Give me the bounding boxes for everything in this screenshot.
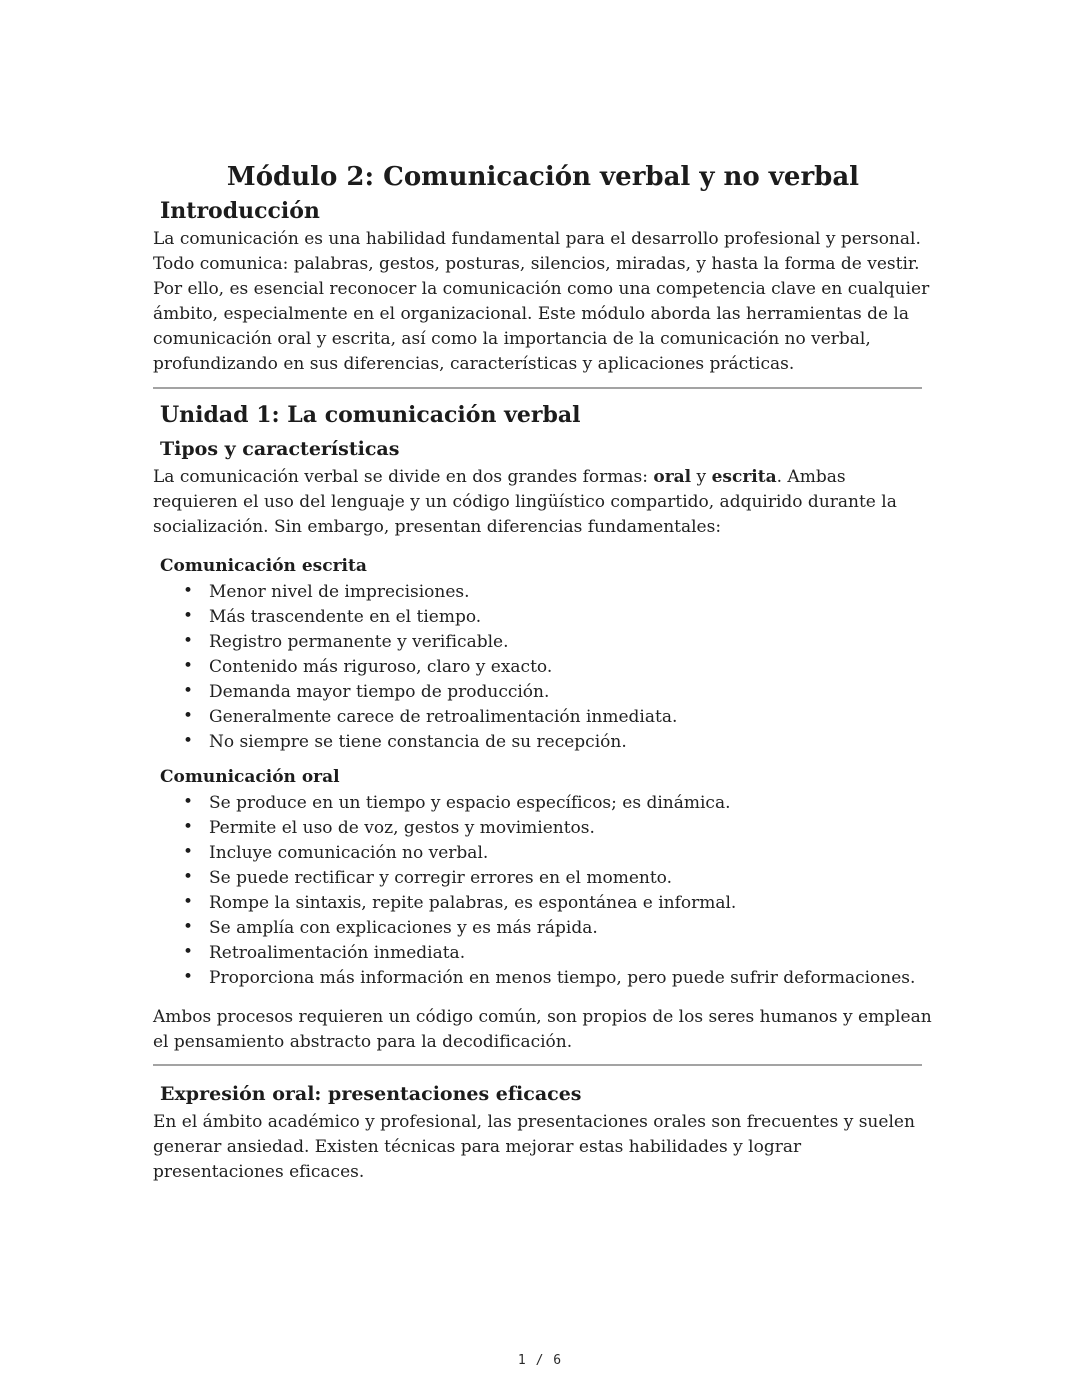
list-item — [153, 816, 933, 841]
intro-paragraph: La comunicación es una habilidad fundamental para el desarrollo profesional y personal. Todo comunica: palabras, gestos, posturas, silencios, miradas, y hasta la forma de vestir. Por ello, es esencial reconocer la comunicación como una competencia clave en cualquier ámbito, especialmente en el organizacional. Este módulo aborda las herramientas de la comunicación oral y escrita, así como la importancia de la comunicación no verbal, profundizando en sus diferencias, características y aplicaciones prácticas. — [153, 229, 930, 374]
heading-comunicacion-oral: Comunicación oral — [160, 767, 340, 787]
bullet-icon: • — [183, 867, 194, 887]
bullet-icon: • — [183, 606, 194, 626]
list-item — [153, 655, 933, 680]
document-title: Módulo 2: Comunicación verbal y no verbal — [226, 162, 860, 192]
list-item — [153, 866, 933, 891]
tipos-paragraph-post: . Ambas requieren el uso del lenguaje y un código lingüístico compartido, adquirido durante la socialización. Sin embargo, presentan diferencias fundamentales: — [153, 467, 897, 537]
bullet-icon: • — [183, 967, 194, 987]
list-item-text: Se puede rectificar y corregir errores en el momento. — [209, 868, 673, 888]
heading-introduccion: Introducción — [160, 198, 320, 224]
bullet-icon: • — [183, 681, 194, 701]
heading-tipos-caracteristicas: Tipos y características — [160, 438, 400, 460]
escrita-list — [153, 580, 933, 755]
tipos-paragraph-mid: y — [691, 467, 712, 487]
bullet-icon: • — [183, 917, 194, 937]
oral-list — [153, 791, 933, 991]
bold-word-oral: oral — [653, 467, 692, 487]
list-item-text: Retroalimentación inmediata. — [209, 943, 466, 963]
list-item — [153, 941, 933, 966]
list-item-text: Demanda mayor tiempo de producción. — [209, 682, 550, 702]
list-item-text: Contenido más riguroso, claro y exacto. — [209, 657, 553, 677]
expresion-paragraph: En el ámbito académico y profesional, las presentaciones orales son frecuentes y suelen generar ansiedad. Existen técnicas para mejorar estas habilidades y lograr presentaciones eficaces. — [153, 1112, 915, 1182]
bullet-icon: • — [183, 817, 194, 837]
list-item-text: Se produce en un tiempo y espacio específicos; es dinámica. — [209, 793, 731, 813]
list-item-text: Registro permanente y verificable. — [209, 632, 509, 652]
list-item — [153, 680, 933, 705]
list-item-text: No siempre se tiene constancia de su recepción. — [209, 732, 627, 752]
list-item-text: Más trascendente en el tiempo. — [209, 607, 482, 627]
bullet-icon: • — [183, 842, 194, 862]
list-item-text: Permite el uso de voz, gestos y movimientos. — [209, 818, 595, 838]
list-item — [153, 705, 933, 730]
bullet-icon: • — [183, 631, 194, 651]
list-item — [153, 630, 933, 655]
list-item — [153, 916, 933, 941]
list-item — [153, 966, 933, 991]
tipos-paragraph — [153, 465, 933, 540]
closing-paragraph: Ambos procesos requieren un código común, son propios de los seres humanos y emplean el pensamiento abstracto para la decodificación. — [153, 1007, 932, 1052]
bullet-icon: • — [183, 892, 194, 912]
list-item — [153, 605, 933, 630]
bullet-icon: • — [183, 731, 194, 751]
heading-expresion-oral: Expresión oral: presentaciones eficaces — [160, 1083, 582, 1105]
list-item-text: Incluye comunicación no verbal. — [209, 843, 489, 863]
section-divider — [153, 387, 922, 389]
list-item — [153, 891, 933, 916]
section-divider — [153, 1064, 922, 1066]
list-item — [153, 580, 933, 605]
tipos-paragraph-pre: La comunicación verbal se divide en dos grandes formas: — [153, 467, 654, 487]
document-content — [153, 0, 933, 1185]
list-item — [153, 841, 933, 866]
bullet-icon: • — [183, 581, 194, 601]
bullet-icon: • — [183, 656, 194, 676]
heading-comunicacion-escrita: Comunicación escrita — [160, 556, 367, 576]
list-item — [153, 791, 933, 816]
bullet-icon: • — [183, 706, 194, 726]
list-item-text: Rompe la sintaxis, repite palabras, es espontánea e informal. — [209, 893, 737, 913]
bullet-icon: • — [183, 942, 194, 962]
bullet-icon: • — [183, 792, 194, 812]
bold-word-escrita: escrita — [711, 467, 777, 487]
list-item-text: Menor nivel de imprecisiones. — [209, 582, 470, 602]
page-number: 1 / 6 — [517, 1353, 563, 1368]
list-item-text: Generalmente carece de retroalimentación inmediata. — [209, 707, 678, 727]
list-item — [153, 730, 933, 755]
list-item-text: Proporciona más información en menos tiempo, pero puede sufrir deformaciones. — [209, 968, 916, 988]
list-item-text: Se amplía con explicaciones y es más rápida. — [209, 918, 598, 938]
heading-unidad-1: Unidad 1: La comunicación verbal — [160, 402, 581, 428]
